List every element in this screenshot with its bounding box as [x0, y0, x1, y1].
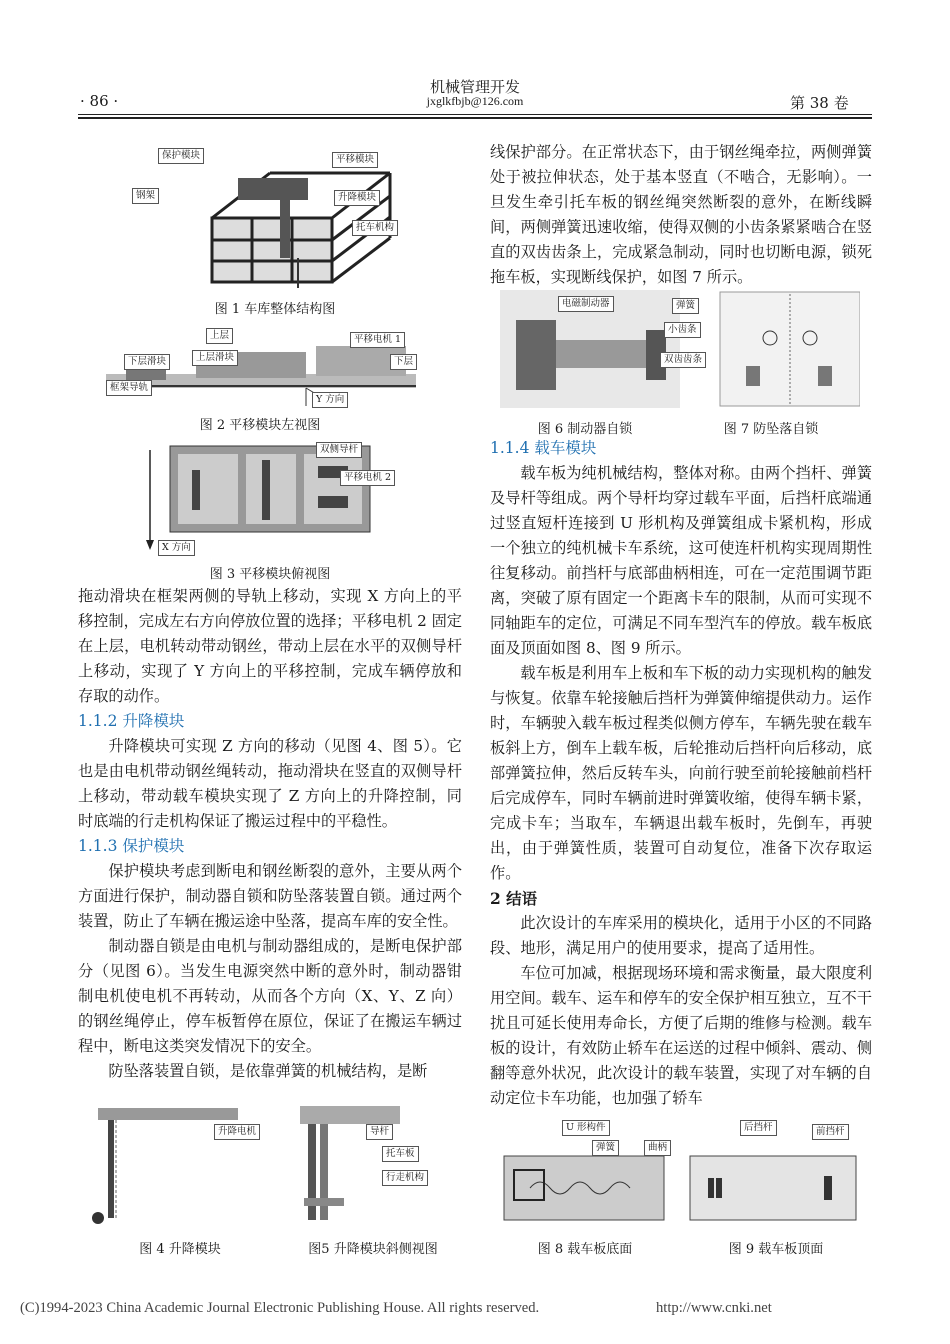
fig5-label-walker: 行走机构: [382, 1170, 428, 1186]
left-paragraph-3: 保护模块考虑到断电和钢丝断裂的意外，主要从两个方面进行保护，制动器自锁和防坠落装置自锁。通过两个装置，防止了车辆在搬运途中坠落，提高车库的安全性。: [78, 862, 462, 930]
journal-title: 机械管理开发: [429, 78, 520, 96]
figure-8-caption: 图 8 载车板底面: [537, 1242, 633, 1257]
fig3-label-motor2: 平移电机 2: [340, 470, 395, 486]
figure-6-caption: 图 6 制动器自锁: [537, 422, 633, 437]
figure-9: [686, 1118, 862, 1230]
fig3-label-guide: 双侧导杆: [316, 442, 362, 458]
right-paragraph-5: 车位可加减，根据现场环境和需求衡量，最大限度利用空间。载车、运车和停车的安全保护相互独立，互不干扰且可延长使用寿命长，方便了后期的维修与检测。载车板的设计，有效防止轿车在运送的过程中倾斜、震动、侧翻等意外状况，此次设计的载车装置，实现了对车辆的自动定位卡车功能，也加强了轿车: [490, 964, 872, 1107]
figure-8: [500, 1118, 670, 1230]
journal-email: jxglkfbjb@126.com: [426, 94, 524, 108]
figure-2-caption: 图 2 平移模块左视图: [199, 418, 321, 433]
fig2-label-upper-slider: 上层滑块: [192, 350, 238, 366]
fig7-label-small-rack: 小齿条: [664, 322, 701, 338]
header-rule: [78, 114, 872, 115]
left-column-text: [78, 584, 462, 1084]
fig2-label-upper: 上层: [206, 328, 233, 344]
figure-5-caption: 图5 升降模块斜侧视图: [308, 1242, 438, 1257]
section-1-1-3: 1.1.3 保护模块: [78, 837, 185, 855]
right-paragraph-2: 载车板为纯机械结构，整体对称。由两个挡杆、弹簧及导杆等组成。两个导杆均穿过载车平面，后挡杆底端通过竖直短杆连接到 U 形机构及弹簧组成卡紧机构，形成一个独立的纯机械卡车系统，这可使连杆机构实现周期性往复移动。前挡杆与底部曲柄相连，可在一定范围调节距离，突破了原有固定一个距离卡车的限制，从而可实现不同轴距车的定位，可满足不同车型汽车的停放。载车板底面及顶面如图 8、图 9 所示。: [490, 464, 872, 657]
fig2-label-motor1: 平移电机 1: [350, 332, 405, 348]
figure-6: [500, 290, 680, 408]
fig8-label-u-member: U 形构件: [562, 1120, 610, 1136]
fig1-label-translate: 平移模块: [332, 152, 378, 168]
fig2-label-lower-slider: 下层滑块: [124, 354, 170, 370]
fig1-label-lift: 升降模块: [334, 190, 380, 206]
fig9-label-front-bar: 前挡杆: [812, 1124, 849, 1140]
volume: 第 38 卷: [790, 94, 849, 112]
right-paragraph-1: 线保护部分。在正常状态下，由于钢丝绳牵拉，两侧弹簧处于被拉伸状态，处于基本竖直（不啮合，无影响）。一旦发生牵引托车板的钢丝绳突然断裂的意外，在断线瞬间，两侧弹簧迅速收缩，使得双侧的小齿条紧紧啮合在竖直的双齿齿条上，完成紧急制动，同时也切断电源，锁死拖车板，实现断线保护，如图 7 所示。: [490, 143, 872, 286]
fig8-label-spring: 弹簧: [592, 1140, 619, 1156]
figure-5: [290, 1098, 460, 1228]
copyright-notice: (C)1994-2023 China Academic Journal Electronic Publishing House. All rights reserved.: [20, 1300, 540, 1316]
left-paragraph-4: 制动器自锁是由电机与制动器组成的，是断电保护部分（见图 6）。当发生电源突然中断的意外时，制动器钳制电机使电机不再转动，从而各个方向（X、Y、Z 向）的钢丝绳停止，停车板暂停在原位，保证了在搬运车辆过程中，断电这类突发情况下的安全。: [78, 937, 462, 1055]
figure-1-caption: 图 1 车库整体结构图: [214, 302, 336, 317]
fig1-label-frame: 钢架: [132, 188, 159, 204]
figure-2: [106, 324, 416, 410]
fig1-label-carrier: 托车机构: [352, 220, 398, 236]
figure-3-caption: 图 3 平移模块俯视图: [209, 567, 331, 582]
left-paragraph-5: 防坠落装置自锁，是依靠弹簧的机械结构，是断: [108, 1062, 428, 1080]
page-number: · 86 ·: [80, 92, 119, 110]
figure-4-caption: 图 4 升降模块: [139, 1242, 221, 1257]
fig4-label-lift-motor: 升降电机: [214, 1124, 260, 1140]
figure-4: [78, 1098, 278, 1228]
figure-7-caption: 图 7 防坠落自锁: [723, 422, 819, 437]
fig5-label-guide: 导杆: [366, 1124, 393, 1140]
figure-3: [142, 440, 402, 558]
right-paragraph-4: 此次设计的车库采用的模块化，适用于小区的不同路段、地形，满足用户的使用要求，提高了适用性。: [490, 914, 872, 957]
figure-7: [660, 290, 860, 408]
figure-1: [120, 138, 430, 296]
fig7-label-spring: 弹簧: [672, 298, 699, 314]
fig2-label-lower: 下层: [390, 354, 417, 370]
right-paragraph-3: 载车板是利用车上板和车下板的动力实现机构的触发与恢复。依靠车轮接触后挡杆为弹簧伸缩提供动力。运作时，车辆驶入载车板过程类似侧方停车，车辆先驶在载车板斜上方，倒车上载车板，后轮推动后挡杆向后移动，底部弹簧拉伸，然后反转车头，向前行驶至前轮接触前档杆后完成停车，同时车辆前进时弹簧收缩，使得车辆卡紧，完成卡车；当取车，车辆退出载车板时，先倒车，再驶出，由于弹簧性质，装置可自动复位，准备下次存取运作。: [490, 664, 872, 882]
header-rule-thick: [78, 117, 872, 119]
lift-module-oblique-drawing: [290, 1098, 460, 1228]
right-column-text-main: [490, 436, 872, 1111]
right-column-text-top: [490, 140, 872, 290]
fig8-label-crank: 曲柄: [644, 1140, 671, 1156]
section-2: 2 结语: [490, 889, 538, 908]
section-1-1-2: 1.1.2 升降模块: [78, 712, 185, 730]
fig7-label-double-rack: 双齿齿条: [660, 352, 706, 368]
lift-module-drawing: [78, 1098, 278, 1228]
fig2-label-y-direction: Y 方向: [312, 392, 348, 408]
fig2-label-rail: 框架导轨: [106, 380, 152, 396]
fig6-label-brake: 电磁制动器: [558, 296, 614, 312]
cnki-link[interactable]: http://www.cnki.net: [656, 1300, 772, 1316]
section-1-1-4: 1.1.4 载车模块: [490, 439, 597, 457]
fig1-label-protect: 保护模块: [158, 148, 204, 164]
fig5-label-carrier-plate: 托车板: [382, 1146, 419, 1162]
left-paragraph-1: 拖动滑块在框架两侧的导轨上移动，实现 X 方向上的平移控制，完成左右方向停放位置的选择；平移电机 2 固定在上层，电机转动带动钢丝，带动上层在水平的双侧导杆上移动，实现了 Y 方向上的平移控制，完成车辆停放和存取的动作。: [78, 587, 462, 705]
fig3-label-x-direction: X 方向: [158, 540, 195, 556]
left-paragraph-2: 升降模块可实现 Z 方向的移动（见图 4、图 5）。它也是由电机带动钢丝绳转动，拖动滑块在竖直的双侧导杆上移动，带动载车模块实现了 Z 方向上的升降控制，同时底端的行走机构保证了搬运过程中的平稳性。: [78, 737, 462, 830]
figure-9-caption: 图 9 载车板顶面: [728, 1242, 824, 1257]
fig9-label-rear-bar: 后挡杆: [740, 1120, 777, 1136]
